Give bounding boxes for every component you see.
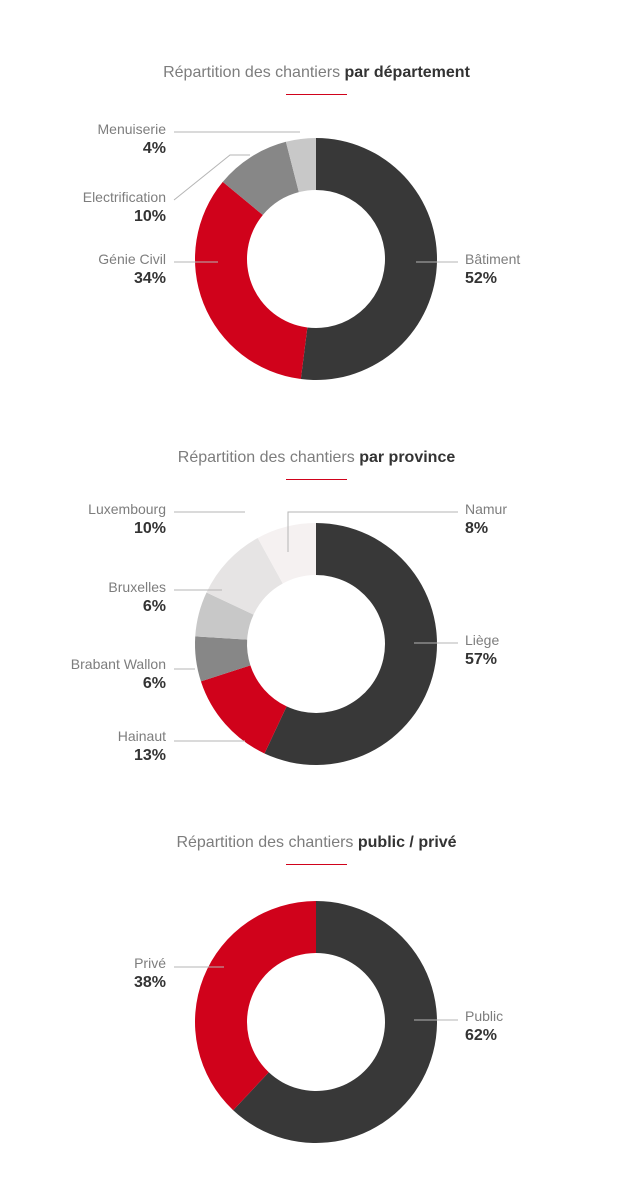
label-batiment <box>465 252 520 287</box>
label-electrification <box>83 190 166 225</box>
slice-prive <box>195 901 316 1110</box>
label-name: Brabant Wallon <box>70 656 166 672</box>
label-percent: 4% <box>142 140 166 157</box>
title-prefix: Répartition des chantiers <box>163 64 341 81</box>
label-percent: 8% <box>465 520 489 537</box>
label-percent: 13% <box>133 747 166 764</box>
label-percent: 10% <box>133 520 166 537</box>
label-hainaut <box>118 729 166 764</box>
label-prive <box>134 956 166 991</box>
title-prefix: Répartition des chantiers <box>176 834 354 851</box>
label-luxembourg <box>88 502 166 537</box>
label-name: Electrification <box>82 189 166 205</box>
label-genie-civil <box>98 252 166 287</box>
label-public <box>465 1009 503 1044</box>
label-name: Luxembourg <box>88 501 166 517</box>
label-percent: 57% <box>465 651 498 668</box>
label-name: Bâtiment <box>465 251 521 267</box>
label-bruxelles <box>108 580 166 615</box>
label-percent: 10% <box>133 208 166 225</box>
label-menuiserie <box>98 122 166 157</box>
label-namur <box>465 502 507 537</box>
label-brabant-wallon <box>71 657 166 692</box>
label-percent: 38% <box>133 974 166 991</box>
label-percent: 62% <box>465 1027 498 1044</box>
label-liege <box>465 633 499 668</box>
label-name: Liège <box>465 632 500 648</box>
label-name: Public <box>465 1008 504 1024</box>
label-percent: 34% <box>133 270 166 287</box>
slice-batiment <box>301 138 437 380</box>
title-bold: par province <box>359 449 456 466</box>
title-bold: par département <box>344 64 470 81</box>
label-name: Hainaut <box>117 728 166 744</box>
label-name: Namur <box>465 501 508 517</box>
label-name: Bruxelles <box>108 579 166 595</box>
label-name: Menuiserie <box>97 121 166 137</box>
label-name: Génie Civil <box>98 251 166 267</box>
label-name: Privé <box>134 955 166 971</box>
title-prefix: Répartition des chantiers <box>177 449 355 466</box>
title-bold: public / privé <box>357 834 457 851</box>
slice-genie-civil <box>195 182 307 379</box>
label-percent: 52% <box>465 270 498 287</box>
label-percent: 6% <box>142 598 166 615</box>
label-percent: 6% <box>142 675 166 692</box>
